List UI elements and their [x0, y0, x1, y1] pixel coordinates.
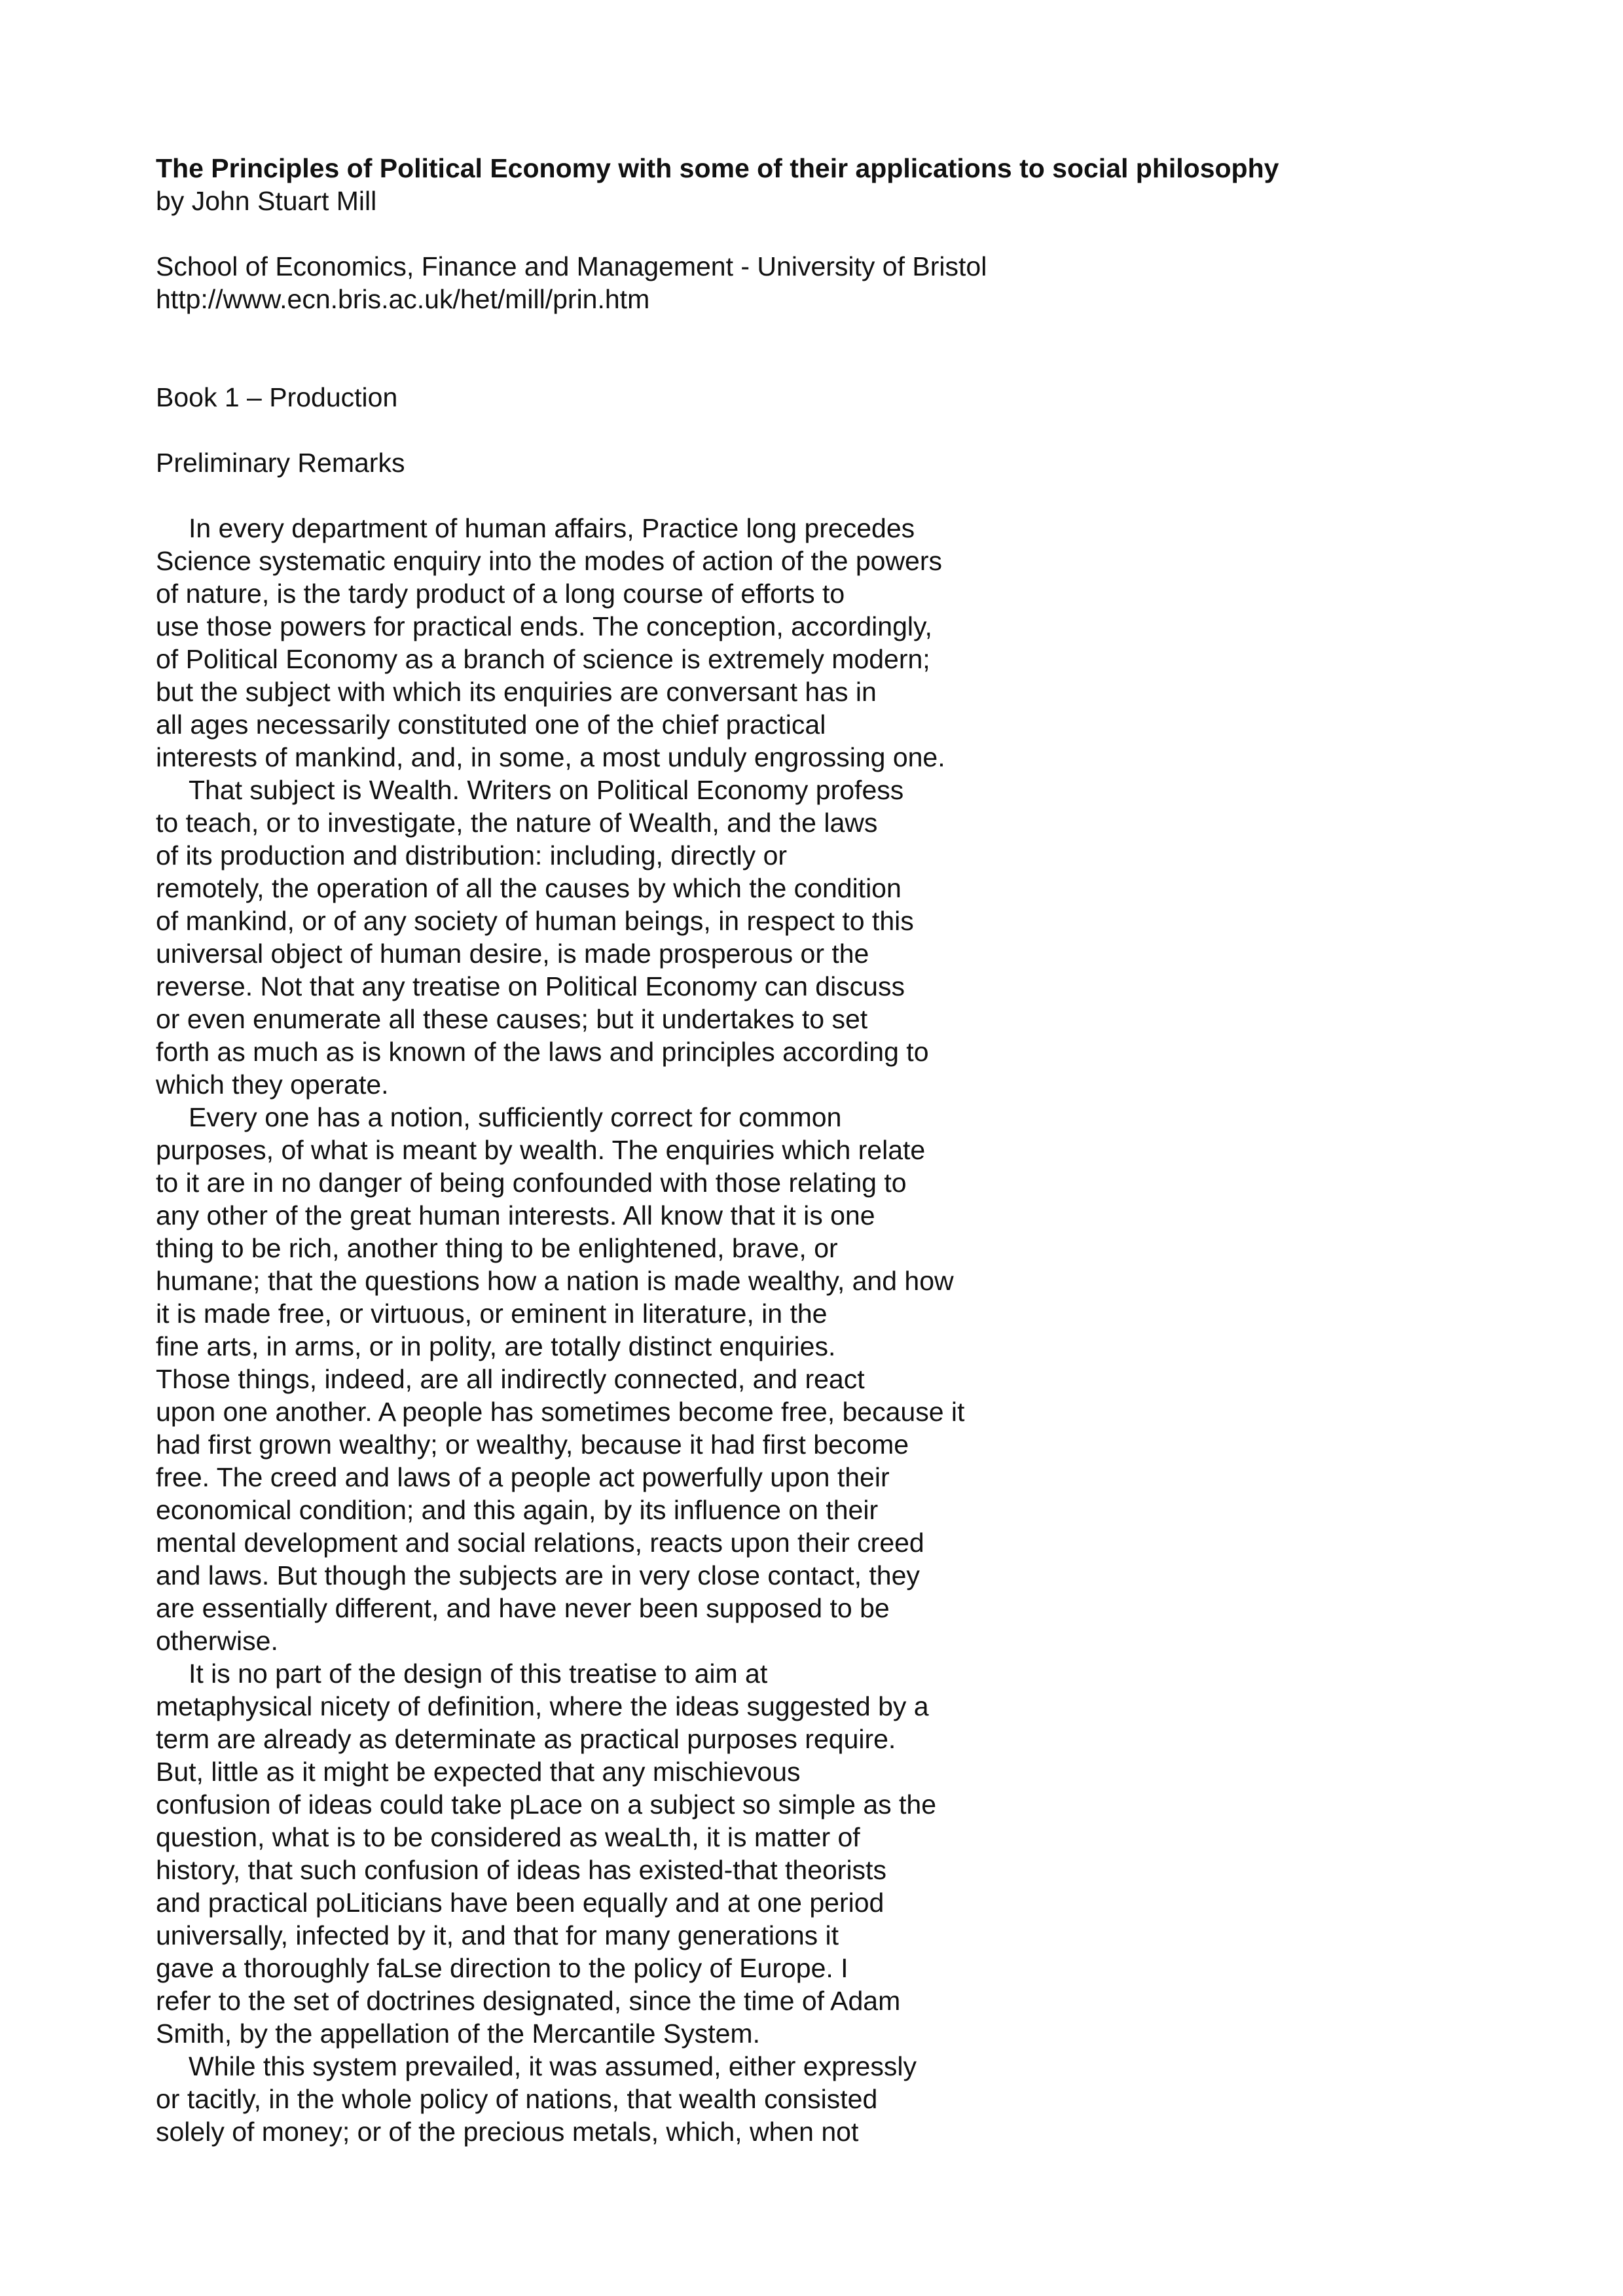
paragraph-line: upon one another. A people has sometimes become free, because it [156, 1397, 965, 1427]
source-url: http://www.ecn.bris.ac.uk/het/mill/prin.htm [156, 284, 650, 314]
paragraph [156, 774, 1465, 1101]
paragraph-line: are essentially different, and have never been supposed to be [156, 1593, 890, 1623]
section-heading: Preliminary Remarks [156, 448, 405, 478]
paragraph-line: While this system prevailed, it was assumed, either expressly [189, 2051, 917, 2081]
paragraph-line: or even enumerate all these causes; but it undertakes to set [156, 1004, 868, 1034]
paragraph-line: Every one has a notion, sufficiently correct for common [189, 1102, 842, 1132]
paragraph-line: metaphysical nicety of definition, where the ideas suggested by a [156, 1691, 929, 1721]
paragraph-line: which they operate. [156, 1069, 389, 1100]
document-title: The Principles of Political Economy with some of their applications to social philosophy [156, 153, 1279, 183]
paragraph-line: of Political Economy as a branch of science is extremely modern; [156, 644, 930, 674]
paragraph-line: reverse. Not that any treatise on Political Economy can discuss [156, 971, 905, 1001]
paragraph-line: fine arts, in arms, or in polity, are totally distinct enquiries. [156, 1331, 836, 1361]
paragraph-line: free. The creed and laws of a people act powerfully upon their [156, 1462, 890, 1492]
paragraph-line: confusion of ideas could take pLace on a subject so simple as the [156, 1789, 937, 1820]
paragraph-line: of mankind, or of any society of human beings, in respect to this [156, 906, 914, 936]
paragraph-line: gave a thoroughly faLse direction to the policy of Europe. I [156, 1953, 848, 1983]
paragraph-line: to it are in no danger of being confounded with those relating to [156, 1168, 907, 1198]
paragraph-line: all ages necessarily constituted one of the chief practical [156, 709, 826, 740]
paragraph-line: and practical poLiticians have been equally and at one period [156, 1888, 884, 1918]
paragraph-line: or tacitly, in the whole policy of nations, that wealth consisted [156, 2084, 878, 2114]
source-institution: School of Economics, Finance and Management - University of Bristol [156, 251, 987, 281]
author-line: by John Stuart Mill [156, 186, 377, 216]
book-heading: Book 1 – Production [156, 382, 398, 412]
paragraph-line: Science systematic enquiry into the modes of action of the powers [156, 546, 943, 576]
paragraph-line: Those things, indeed, are all indirectly connected, and react [156, 1364, 865, 1394]
paragraph-line: term are already as determinate as practical purposes require. [156, 1724, 896, 1754]
paragraph-line: solely of money; or of the precious metals, which, when not [156, 2117, 859, 2147]
paragraph-line: That subject is Wealth. Writers on Political Economy profess [189, 775, 904, 805]
paragraph-line: and laws. But though the subjects are in very close contact, they [156, 1560, 920, 1590]
paragraph [156, 512, 1465, 774]
paragraph-line: universally, infected by it, and that for many generations it [156, 1920, 839, 1950]
paragraph [156, 1101, 1465, 1657]
spacer [156, 414, 1465, 446]
paragraph-line: But, little as it might be expected that any mischievous [156, 1757, 801, 1787]
paragraph-line: It is no part of the design of this treatise to aim at [189, 1659, 768, 1689]
paragraph-line: refer to the set of doctrines designated, since the time of Adam [156, 1986, 901, 2016]
paragraph [156, 1657, 1465, 2050]
paragraph-line: thing to be rich, another thing to be enlightened, brave, or [156, 1233, 838, 1263]
paragraph-line: purposes, of what is meant by wealth. The enquiries which relate [156, 1135, 926, 1165]
paragraph [156, 2050, 1465, 2148]
paragraph-line: it is made free, or virtuous, or eminent in literature, in the [156, 1299, 828, 1329]
paragraph-line: but the subject with which its enquiries are conversant has in [156, 677, 877, 707]
paragraph-line: question, what is to be considered as weaLth, it is matter of [156, 1822, 860, 1852]
paragraph-line: In every department of human affairs, Practice long precedes [189, 513, 915, 543]
paragraph-line: forth as much as is known of the laws and principles according to [156, 1037, 929, 1067]
paragraph-line: history, that such confusion of ideas has existed-that theorists [156, 1855, 886, 1885]
document-body [156, 152, 1465, 2148]
paragraph-line: universal object of human desire, is made prosperous or the [156, 939, 869, 969]
paragraph-line: economical condition; and this again, by its influence on their [156, 1495, 879, 1525]
paragraph-line: interests of mankind, and, in some, a most unduly engrossing one. [156, 742, 945, 772]
spacer [156, 315, 1465, 381]
paragraph-line: of its production and distribution: including, directly or [156, 840, 788, 870]
paragraph-line: of nature, is the tardy product of a long course of efforts to [156, 579, 845, 609]
paragraph-line: use those powers for practical ends. The conception, accordingly, [156, 611, 932, 641]
paragraph-line: mental development and social relations, reacts upon their creed [156, 1528, 924, 1558]
paragraph-line: remotely, the operation of all the causes by which the condition [156, 873, 902, 903]
paragraph-line: Smith, by the appellation of the Mercantile System. [156, 2018, 760, 2049]
spacer [156, 479, 1465, 512]
paragraph-line: humane; that the questions how a nation is made wealthy, and how [156, 1266, 954, 1296]
spacer [156, 217, 1465, 250]
paragraph-line: otherwise. [156, 1626, 278, 1656]
paragraph-line: had first grown wealthy; or wealthy, because it had first become [156, 1429, 909, 1460]
paragraph-line: to teach, or to investigate, the nature of Wealth, and the laws [156, 808, 878, 838]
paragraph-line: any other of the great human interests. All know that it is one [156, 1200, 875, 1230]
